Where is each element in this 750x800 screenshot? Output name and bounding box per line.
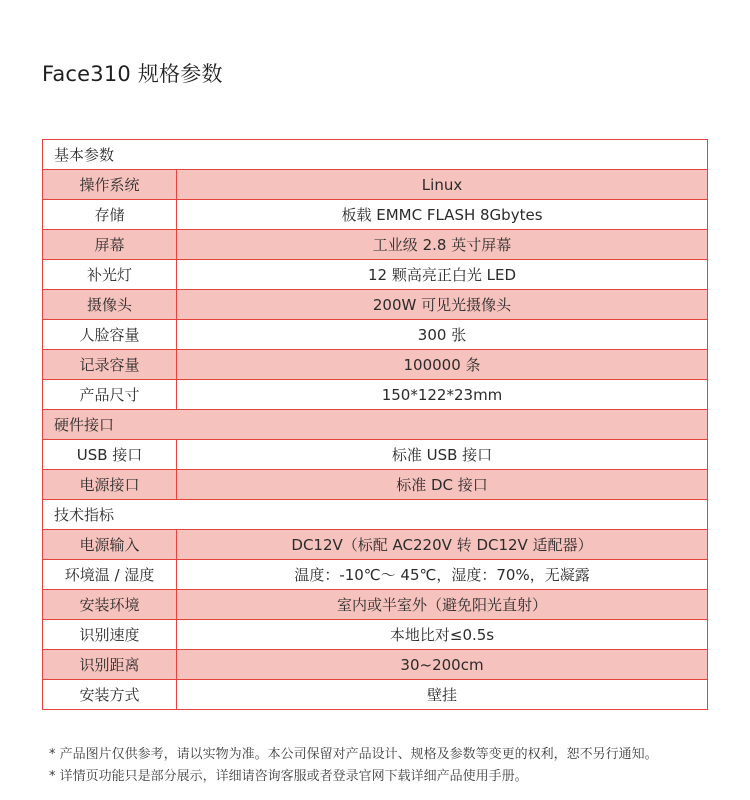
row-label: 补光灯	[43, 260, 177, 290]
row-label: 产品尺寸	[43, 380, 177, 410]
row-label: 识别速度	[43, 620, 177, 650]
row-label: 人脸容量	[43, 320, 177, 350]
section-header-tech: 技术指标	[43, 500, 708, 530]
row-value: 12 颗高亮正白光 LED	[177, 260, 708, 290]
table-row	[43, 260, 708, 290]
footnote: * 产品图片仅供参考，请以实物为准。本公司保留对产品设计、规格及参数等变更的权利，恕不另行通知。	[49, 747, 658, 762]
table-row	[43, 470, 708, 500]
section-header-row	[43, 410, 708, 440]
section-header-basic: 基本参数	[43, 140, 708, 170]
table-row	[43, 380, 708, 410]
page-title: Face310 规格参数	[42, 62, 223, 86]
row-label: USB 接口	[43, 440, 177, 470]
row-value: 标准 USB 接口	[177, 440, 708, 470]
row-label: 存储	[43, 200, 177, 230]
row-label: 识别距离	[43, 650, 177, 680]
row-value: 30~200cm	[177, 650, 708, 680]
row-label: 摄像头	[43, 290, 177, 320]
row-value: 室内或半室外（避免阳光直射）	[177, 590, 708, 620]
row-label: 操作系统	[43, 170, 177, 200]
row-value: 200W 可见光摄像头	[177, 290, 708, 320]
footnote: * 详情页功能只是部分展示，详细请咨询客服或者登录官网下载详细产品使用手册。	[49, 769, 528, 784]
table-row	[43, 650, 708, 680]
row-value: 工业级 2.8 英寸屏幕	[177, 230, 708, 260]
section-header-interface: 硬件接口	[43, 410, 708, 440]
section-header-row	[43, 140, 708, 170]
row-value: 本地比对≤0.5s	[177, 620, 708, 650]
row-value: DC12V（标配 AC220V 转 DC12V 适配器）	[177, 530, 708, 560]
section-header-row	[43, 500, 708, 530]
table-row	[43, 320, 708, 350]
row-value: 150*122*23mm	[177, 380, 708, 410]
row-label: 电源输入	[43, 530, 177, 560]
table-row	[43, 440, 708, 470]
footnotes	[49, 744, 658, 788]
table-row	[43, 530, 708, 560]
table-row	[43, 560, 708, 590]
row-label: 安装环境	[43, 590, 177, 620]
table-row	[43, 680, 708, 710]
table-row	[43, 290, 708, 320]
table-row	[43, 230, 708, 260]
row-value: 标准 DC 接口	[177, 470, 708, 500]
table-row	[43, 350, 708, 380]
row-label: 安装方式	[43, 680, 177, 710]
table-row	[43, 620, 708, 650]
row-label: 电源接口	[43, 470, 177, 500]
row-value: 壁挂	[177, 680, 708, 710]
row-value: 温度：-10℃～ 45℃，湿度：70%，无凝露	[177, 560, 708, 590]
row-value: 板载 EMMC FLASH 8Gbytes	[177, 200, 708, 230]
table-row	[43, 590, 708, 620]
table-row	[43, 200, 708, 230]
row-label: 记录容量	[43, 350, 177, 380]
row-value: Linux	[177, 170, 708, 200]
row-value: 100000 条	[177, 350, 708, 380]
row-label: 环境温 / 湿度	[43, 560, 177, 590]
table-row	[43, 170, 708, 200]
row-value: 300 张	[177, 320, 708, 350]
row-label: 屏幕	[43, 230, 177, 260]
spec-table	[42, 139, 708, 710]
